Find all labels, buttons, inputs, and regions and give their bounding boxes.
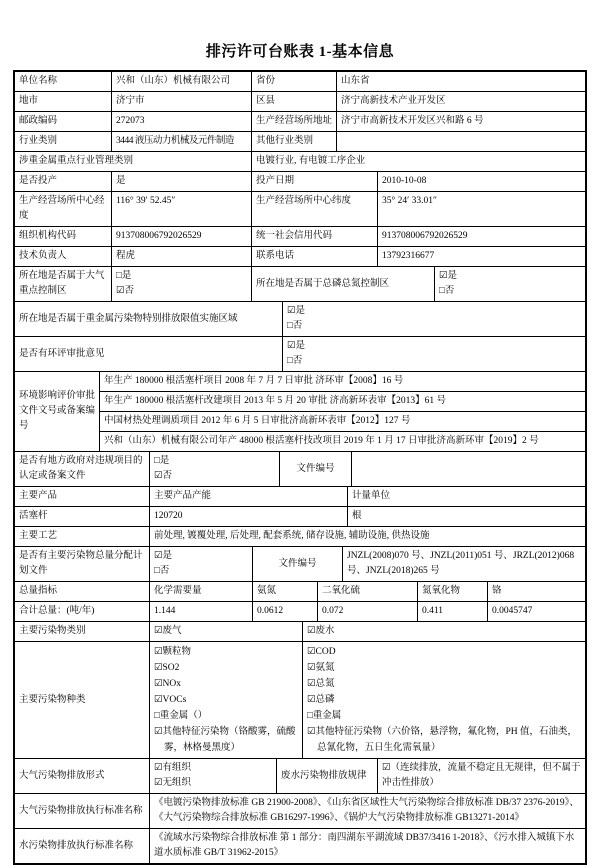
field-value: 活塞杆: [15, 507, 150, 527]
field-value: 济宁市: [112, 92, 252, 112]
field-label: 邮政编码: [15, 112, 112, 132]
checkbox-option: ☑总磷: [307, 695, 335, 705]
table-row: [15, 227, 585, 247]
field-label: 主要污染物类别: [15, 622, 150, 642]
checkbox-option: ☑其他特征污染物（铬酸雾，硫酸雾，林格曼黑度）: [154, 727, 296, 753]
table-row: [15, 622, 585, 642]
field-value: 兴和（山东）机械有限公司: [112, 72, 252, 92]
checkbox-option: ☑（连续排放，流量不稳定且无规律，但不属于冲击性排放）: [378, 759, 585, 794]
table-row: [15, 92, 585, 112]
table-row: [15, 527, 585, 547]
field-value: 3444 液压动力机械及元件制造: [112, 132, 252, 152]
checkbox-option: ☑颗粒物: [154, 647, 192, 657]
field-value: 272073: [112, 112, 252, 132]
field-label: 地市: [15, 92, 112, 112]
checkbox-option: ☑SO2: [154, 663, 180, 673]
checkbox-option: ☑是: [154, 551, 173, 561]
table-row: [15, 487, 585, 507]
field-label: 投产日期: [252, 172, 378, 192]
checkbox-option: ☑否: [116, 286, 135, 296]
checkbox-group: [283, 302, 585, 337]
field-label: 是否有地方政府对违规项目的认定或备案文件: [15, 452, 150, 487]
field-value: 0.0612: [253, 602, 318, 622]
table-row: [15, 794, 585, 829]
field-label: 所在地是否属于重金属污染物特别排放限值实施区域: [15, 302, 283, 337]
field-label: 生产经营场所地址: [252, 112, 337, 132]
table-row: [15, 152, 585, 172]
field-value: 《流域水污染物综合排放标准 第 1 部分：南四湖东平湖流域 DB37/3416 1-2018》、《污水排入城镇下水道水质标准 GB/T 31962-2015》: [154, 833, 575, 858]
field-value: JNZL(2008)070 号、JNZL(2011)051 号、JRZL(2012)068 号、JNZL(2018)265 号: [343, 547, 585, 582]
field-label: 文件编号: [253, 547, 343, 582]
checkbox-option: □否: [439, 286, 455, 296]
field-value: 2010-10-08: [378, 172, 585, 192]
field-label: 主要污染物种类: [15, 642, 150, 759]
field-label: 合计总量：(吨/年): [15, 602, 150, 622]
water-pollutant-list: [303, 642, 585, 759]
field-label: 区县: [252, 92, 337, 112]
checkbox-option: ☑其他特征污染物（六价铬，悬浮物，氟化物，PH 值，石油类，总氰化物，五日生化需氧量）: [307, 727, 578, 753]
field-value: 13792316677: [378, 247, 585, 267]
field-value: 前处理, 镀覆处理, 后处理, 配套系统, 储存设施, 辅助设施, 供热设施: [150, 527, 585, 547]
checkbox-group: [112, 267, 252, 302]
checkbox-option: ☑无组织: [154, 778, 192, 788]
field-label: 所在地是否属于总磷总氮控制区: [252, 267, 435, 302]
field-value: 116° 39′ 52.45″: [112, 192, 252, 227]
checkbox-group: [150, 452, 280, 487]
column-header: 二氧化硫: [318, 582, 418, 602]
table-row: [15, 372, 585, 452]
field-label: 主要工艺: [15, 527, 150, 547]
table-row: [15, 829, 585, 863]
field-value: 0.072: [318, 602, 418, 622]
field-label: 文件编号: [280, 452, 352, 487]
field-value: 济宁市高新技术开发区兴和路 6 号: [337, 112, 585, 132]
field-value: 电镀行业, 有电镀工序企业: [252, 152, 585, 172]
field-label: 环境影响评价审批文件文号或备案编号: [15, 372, 100, 452]
field-label: 行业类别: [15, 132, 112, 152]
field-label: 大气污染物排放执行标准名称: [15, 794, 150, 829]
field-label: 废水污染物排放规律: [277, 759, 378, 794]
table-row: [15, 507, 585, 527]
gas-pollutant-list: [150, 642, 303, 759]
checkbox-option: □否: [154, 566, 170, 576]
field-value: 35° 24′ 33.01″: [378, 192, 585, 227]
field-label: 所在地是否属于大气重点控制区: [15, 267, 112, 302]
list-item: 兴和（山东）机械有限公司年产 48000 根活塞杆技改项目 2019 年 1 月 17 日审批济高新环审【2019】2 号: [100, 432, 585, 452]
column-header: 铬: [488, 582, 585, 602]
checkbox-group: [150, 759, 277, 794]
list-item: 年生产 180000 根活塞杆改建项目 2013 年 5 月 20 审批 济高新环表审【2013】61 号: [100, 392, 585, 412]
checkbox-option: ☑废水: [303, 622, 585, 642]
checkbox-option: □否: [287, 321, 303, 331]
field-value: 济宁高新技术产业开发区: [337, 92, 585, 112]
checkbox-option: □是: [154, 456, 170, 466]
field-label: 其他行业类别: [252, 132, 337, 152]
field-label: 单位名称: [15, 72, 112, 92]
column-header: 计量单位: [348, 487, 585, 507]
checkbox-option: □否: [287, 356, 303, 366]
table-row: [15, 192, 585, 227]
checkbox-option: ☑是: [287, 341, 306, 351]
field-label: 水污染物排放执行标准名称: [15, 829, 150, 863]
checkbox-option: ☑否: [154, 471, 173, 481]
checkbox-option: □重金属（）: [154, 711, 208, 721]
field-value: 程虎: [112, 247, 252, 267]
field-value: 《电镀污染物排放标准 GB 21900-2008》、《山东省区域性大气污染物综合排放标准 DB/37 2376-2019》、《大气污染物综合排放标准 GB16297-1996》、《锅炉大气污染物排放标准 GB13271-2014》: [150, 794, 585, 829]
table-row: [15, 132, 585, 152]
checkbox-group: [283, 337, 585, 372]
table-row: [15, 602, 585, 622]
field-label: 技术负责人: [15, 247, 112, 267]
field-label: 生产经营场所中心经度: [15, 192, 112, 227]
field-label: 组织机构代码: [15, 227, 112, 247]
basic-info-table: [13, 70, 587, 865]
checkbox-option: ☑是: [439, 271, 458, 281]
field-value: [337, 132, 585, 152]
checkbox-option: ☑COD: [307, 647, 336, 657]
field-label: 大气污染物排放形式: [15, 759, 150, 794]
checkbox-option: □是: [116, 271, 132, 281]
table-row: [15, 452, 585, 487]
field-value: 0.411: [418, 602, 488, 622]
field-value: 913708006792026529: [378, 227, 585, 247]
table-row: [15, 302, 585, 337]
field-value: 1.144: [150, 602, 253, 622]
field-value: 是: [112, 172, 252, 192]
field-label: 是否有主要污染物总量分配计划文件: [15, 547, 150, 582]
field-value: 山东省: [337, 72, 585, 92]
field-label: 联系电话: [252, 247, 378, 267]
table-row: [15, 267, 585, 302]
checkbox-option: ☑VOCs: [154, 695, 187, 705]
checkbox-option: ☑NOx: [154, 679, 181, 689]
page-title: 排污许可台账表 1-基本信息: [205, 44, 395, 60]
checkbox-option: ☑有组织: [154, 763, 192, 773]
field-value: 0.0045747: [488, 602, 585, 622]
eia-approval-list: [100, 372, 585, 452]
field-label: 统一社会信用代码: [252, 227, 378, 247]
field-label: 是否有环评审批意见: [15, 337, 283, 372]
field-label: 总量指标: [15, 582, 150, 602]
column-header: 主要产品产能: [150, 487, 348, 507]
field-value: 913708006792026529: [112, 227, 252, 247]
list-item: 中国材热处理调质项目 2012 年 6 月 5 日审批济高新环表审【2012】127 号: [100, 412, 585, 432]
checkbox-option: ☑总氮: [307, 679, 335, 689]
table-row: [15, 582, 585, 602]
field-value: [352, 452, 585, 487]
field-label: 是否投产: [15, 172, 112, 192]
checkbox-option: ☑氨氮: [307, 663, 335, 673]
table-row: [15, 337, 585, 372]
field-value: 根: [348, 507, 585, 527]
table-row: [15, 112, 585, 132]
table-row: [15, 247, 585, 267]
checkbox-group: [150, 547, 253, 582]
table-row: [15, 72, 585, 92]
field-label: 生产经营场所中心纬度: [252, 192, 378, 227]
table-row: [15, 642, 585, 759]
table-row: [15, 759, 585, 794]
list-item: 年生产 180000 根活塞杆项目 2008 年 7 月 7 日审批 济环审【2008】16 号: [100, 372, 585, 392]
column-header: 主要产品: [15, 487, 150, 507]
table-row: [15, 547, 585, 582]
checkbox-option: ☑是: [287, 306, 306, 316]
field-label: 省份: [252, 72, 337, 92]
column-header: 氨氮: [253, 582, 318, 602]
checkbox-option: ☑废气: [150, 622, 303, 642]
table-row: [15, 172, 585, 192]
column-header: 化学需要量: [150, 582, 253, 602]
checkbox-option: □重金属: [307, 711, 342, 721]
field-value: 120720: [150, 507, 348, 527]
field-label: 涉重金属重点行业管理类别: [15, 152, 252, 172]
checkbox-group: [435, 267, 585, 302]
column-header: 氮氧化物: [418, 582, 488, 602]
